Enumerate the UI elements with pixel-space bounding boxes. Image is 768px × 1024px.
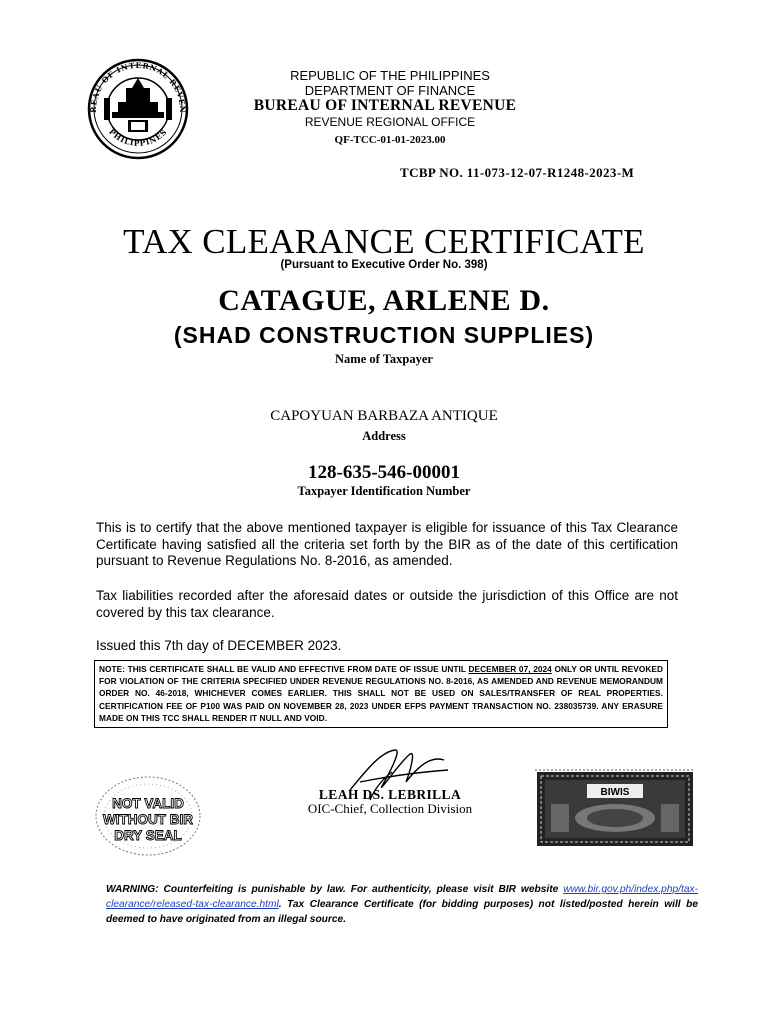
address-label: Address (362, 429, 406, 443)
note-prefix: NOTE: THIS CERTIFICATE SHALL BE VALID AND EFFECTIVE FROM DATE OF ISSUE UNTIL (99, 664, 469, 674)
taxpayer-tin: 128-635-546-00001 (308, 462, 460, 483)
doc-stamp-label: BIWIS (600, 787, 630, 798)
taxpayer-name-label: Name of Taxpayer (335, 352, 433, 366)
certification-paragraph: This is to certify that the above mentioned taxpayer is eligible for issuance of this Tax Clearance Certificate having satisfied all the criteria set forth by the BIR as of the date of this certification pursuant to Revenue Regulations No. 8-2016, as amended. (96, 520, 678, 568)
taxpayer-name: CATAGUE, ARLENE D. (218, 284, 550, 317)
header-bureau: BUREAU OF INTERNAL REVENUE (253, 97, 517, 114)
header-republic: REPUBLIC OF THE PHILIPPINES (290, 68, 490, 83)
note-rest: ONLY OR UNTIL REVOKED FOR VIOLATION OF THE CRITERIA SPECIFIED UNDER REVENUE REGULATIONS NO. 8-2016, AS AMENDED AND REVENUE MEMORANDUM ORDER NO. 46-2018, WHICHEVER COMES EARLIER. THIS SHALL NOT BE USED ON SALES/TRANSFER OF REAL PROPERTIES. CERTIFICATION FEE OF P100 WAS PAID ON NOVEMBER 28, 2023 UNDER EFPS PAYMENT TRANSACTION NO. 238035739. ANY ERASURE MADE ON THIS TCC SHALL RENDER IT NULL AND VOID. (99, 664, 663, 723)
coverage-paragraph: Tax liabilities recorded after the aforesaid dates or outside the jurisdiction of this Office are not covered by this tax clearance. (96, 588, 678, 620)
seal-bottom-text: PHILIPPINES (107, 127, 169, 148)
warning-prefix: WARNING: Counterfeiting is punishable by law. For authenticity, please visit BIR website (106, 884, 564, 895)
documentary-stamp-icon (535, 768, 695, 850)
tcbp-number: TCBP NO. 11-073-12-07-R1248-2023-M (400, 165, 635, 180)
header-department: DEPARTMENT OF FINANCE (304, 83, 476, 98)
pursuant-note: (Pursuant to Executive Order No. 398) (280, 259, 488, 271)
taxpayer-trade-name: (SHAD CONSTRUCTION SUPPLIES) (173, 322, 595, 348)
signatory-position: OIC-Chief, Collection Division (307, 801, 473, 816)
authenticity-warning (106, 882, 698, 927)
tin-label: Taxpayer Identification Number (297, 484, 471, 498)
dry-seal-line1: NOT VALID (112, 796, 184, 811)
validity-note-box (94, 660, 668, 728)
dry-seal-stamp (92, 774, 204, 858)
form-code: QF-TCC-01-01-2023.00 (334, 134, 446, 146)
taxpayer-address: CAPOYUAN BARBAZA ANTIQUE (270, 408, 498, 424)
note-valid-until: DECEMBER 07, 2024 (468, 664, 552, 674)
certificate-title: TAX CLEARANCE CERTIFICATE (123, 222, 645, 261)
bir-seal-icon (76, 58, 200, 160)
header-office: REVENUE REGIONAL OFFICE (304, 115, 476, 129)
dry-seal-line3: DRY SEAL (114, 828, 182, 843)
seal-top-text: REAU OF INTERNAL REVEN (88, 60, 188, 114)
warning-suffix: . Tax Clearance Certificate (for bidding purposes) not listed/posted herein will be deemed to have originated from an illegal source. (106, 899, 698, 925)
validity-note (99, 663, 663, 724)
warning-link[interactable]: www.bir.gov.ph/index.php/tax-clearance/released-tax-clearance.html (106, 884, 698, 910)
signatory-name: LEAH DS. LEBRILLA (318, 787, 462, 802)
issue-date: Issued this 7th day of DECEMBER 2023. (96, 638, 342, 653)
dry-seal-line2: WITHOUT BIR (103, 812, 193, 827)
